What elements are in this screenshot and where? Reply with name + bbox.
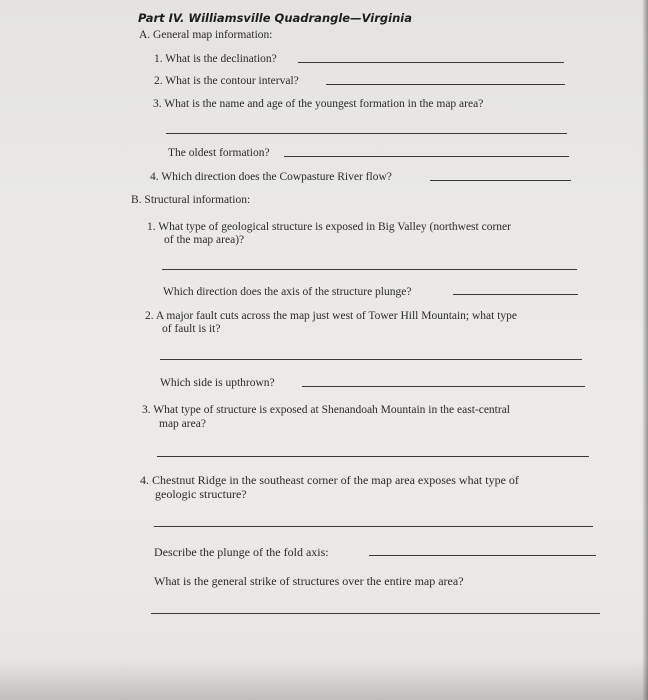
question-a4: 4. Which direction does the Cowpasture River flow? xyxy=(150,171,392,183)
question-a1: 1. What is the declination? xyxy=(154,53,277,65)
answer-line-b1[interactable] xyxy=(162,269,577,270)
question-b2-upthrown: Which side is upthrown? xyxy=(160,377,275,389)
question-a3-oldest: The oldest formation? xyxy=(168,147,270,159)
question-b4-line1: 4. Chestnut Ridge in the southeast corner of the map area exposes what type of xyxy=(140,473,519,487)
answer-line-b2-upthrown[interactable] xyxy=(302,386,585,387)
answer-line-b4-strike[interactable] xyxy=(151,613,600,614)
question-b1-plunge: Which direction does the axis of the structure plunge? xyxy=(163,286,412,298)
question-b4-plunge: Describe the plunge of the fold axis: xyxy=(154,545,329,559)
section-a-heading: A. General map information: xyxy=(139,29,273,41)
answer-line-a1[interactable] xyxy=(298,62,564,63)
answer-line-b1-plunge[interactable] xyxy=(453,294,578,295)
question-b4-line2: geologic structure? xyxy=(155,487,247,501)
question-b4-strike: What is the general strike of structures over the entire map area? xyxy=(154,574,464,588)
section-b-heading: B. Structural information: xyxy=(131,194,251,206)
answer-line-a4[interactable] xyxy=(430,180,571,181)
question-b2-line1: 2. A major fault cuts across the map just west of Tower Hill Mountain; what type xyxy=(145,310,518,322)
question-b1-line2: of the map area)? xyxy=(164,234,245,246)
answer-line-b4-plunge[interactable] xyxy=(369,555,596,556)
question-a2: 2. What is the contour interval? xyxy=(154,75,299,87)
answer-line-b2[interactable] xyxy=(160,359,582,360)
worksheet-title: Part IV. Williamsville Quadrangle—Virginia xyxy=(138,11,412,25)
question-b2-line2: of fault is it? xyxy=(162,323,221,335)
answer-line-b4[interactable] xyxy=(154,526,593,527)
question-a3: 3. What is the name and age of the youngest formation in the map area? xyxy=(153,98,484,110)
answer-line-a3[interactable] xyxy=(166,133,567,134)
answer-line-b3[interactable] xyxy=(157,456,589,457)
answer-line-a3-oldest[interactable] xyxy=(284,156,569,157)
question-b1-line1: 1. What type of geological structure is exposed in Big Valley (northwest corner xyxy=(147,221,511,233)
page-edge-shadow xyxy=(642,0,648,700)
page-bottom-shadow xyxy=(0,660,648,700)
question-b3-line1: 3. What type of structure is exposed at Shenandoah Mountain in the east-central xyxy=(142,404,510,416)
question-b3-line2: map area? xyxy=(159,418,206,430)
answer-line-a2[interactable] xyxy=(326,84,565,85)
